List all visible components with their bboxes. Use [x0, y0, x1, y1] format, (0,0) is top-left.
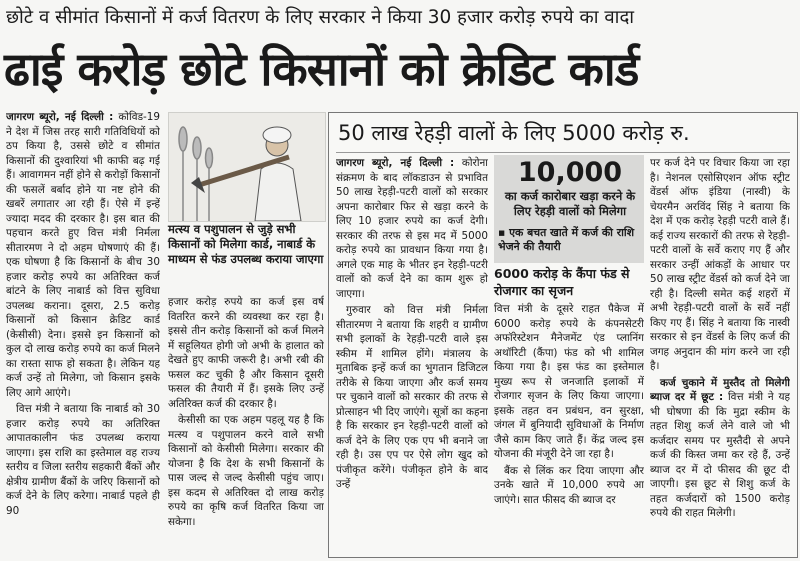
box-col3-lead: कर्ज चुकाने में मुस्तैद तो मिलेगी ब्याज दर में छूट : — [650, 376, 790, 403]
stat-note: ▪ एक बचत खाते में कर्ज की राशि भेजने की तैयारी — [498, 226, 635, 253]
box-column-3 — [650, 156, 790, 554]
box-column-1 — [336, 156, 488, 554]
box-col2-paragraph-2: बैंक से लिंक कर दिया जाएगा और उनके खाते में 10,000 रुपये आ जाएंगे। सात फीसद की ब्याज दर — [494, 464, 644, 506]
box-dateline: जागरण ब्यूरो, नई दिल्ली : — [336, 157, 455, 169]
left-paragraph-1: जागरण ब्यूरो, नई दिल्ली : कोविड-19 ने देश में जिस तरह सारी गतिविधियों को ठप किया है, उससे छोटे व सीमांत किसानों की दुश्वारियां भी काफी बढ़ गई हैं। आवागमन नहीं होने से करोड़ों किसानों की फसलें बर्बाद होने या नष्ट होने की खबरें लगातार आ रही हैं। ऐसे में इन्हें ज्यादा मदद की दरकार है। इस बात की पहचान करते हुए वित्त मंत्री निर्मला सीतारमण ने दो अहम घोषणाएं की हैं। एक घोषणा है कि किसानों के बीच 30 हजार करोड़ रुपये का अतिरिक्त कर्ज बांटने के लिए नाबार्ड को वित्त सुविधा उपलब्ध कराना। दूसरा, 2.5 करोड़ किसानों को किसान क्रेडिट कार्ड (केसीसी) देना। इससे इन किसानों को कुल दो लाख करोड़ रुपये का कर्ज मिलने का रास्ता साफ हो सकता है। लेकिन यह कर्ज उन्हें तो मिलेगा, जो किसान इसके लिए आगे आएंगे। — [6, 111, 160, 399]
box-col1-paragraph-1: जागरण ब्यूरो, नई दिल्ली : कोरोना संक्रमण के बाद लॉकडाउन से प्रभावित 50 लाख रेहड़ी-पटरी वालों को सरकार अपना कारोबार फिर से खड़ा करने के लिए 10 हजार रुपये का कर्ज देगी। सरकार की तरफ से इस मद में 5000 करोड़ रुपये का प्रावधान किया गया है। अगले एक माह के भीतर इन रेहड़ी-पटरी वालों को कर्ज देने का काम शुरू हो जाएगा। — [336, 157, 488, 300]
box-col3-paragraph-1: पर कर्ज देने पर विचार किया जा रहा है। नेशनल एसोसिएशन ऑफ स्ट्रीट वेंडर्स ऑफ इंडिया (नास्वी) के चेयरमैन अरविंद सिंह ने बताया कि देश में एक करोड़ रेहड़ी पटरी वाले हैं। कई राज्य सरकारों की तरफ से रेहड़ी-पटरी वालों के सर्वे कराए गए हैं और सरकार उन्हीं आंकड़ों के आधार पर 50 लाख स्ट्रीट वेंडर्स को कर्ज देने जा रही है। दिल्ली समेत कई शहरों में अभी रेहड़ी-पटरी वालों के सर्वे नहीं किए गए हैं। सिंह ने बताया कि नास्वी सरकार से इन वेंडर्स के लिए कर्ज की जगह अनुदान की मांग करने जा रही है। — [650, 157, 790, 372]
farmer-with-plough-illustration — [168, 112, 326, 222]
box-col2-paragraph-1: वित्त मंत्री के दूसरे राहत पैकेज में 6000 करोड़ रुपये के कंपनसेटरी अफॉरेस्टेशन मैनेजमेंट एंड प्लानिंग अथॉरिटी (कैंपा) फंड को भी शामिल किया गया है। इस फंड का इस्तेमाल मुख्य रूप से जनजाति इलाकों में रोजगार सृजन के लिए किया जाएगा। इसके तहत वन प्रबंधन, वन सुरक्षा, जंगल में बुनियादी सुविधाओं के निर्माण जैसे काम किए जाते हैं। केंद्र जल्द इस योजना की मंजूरी देने जा रहा है। — [494, 303, 644, 460]
box-headline: 50 लाख रेहड़ी वालों के लिए 5000 करोड़ रु. — [338, 121, 690, 145]
second-column — [168, 295, 324, 557]
campa-subhead: 6000 करोड़ के कैंपा फंड से रोजगार का सृजन — [494, 266, 630, 298]
box-column-2 — [494, 302, 644, 554]
illustration-caption: मत्स्य व पशुपालन से जुड़े सभी किसानों को मिलेगा कार्ड, नाबार्ड के माध्यम से फंड उपलब्ध कराया जाएगा — [168, 222, 324, 266]
kicker-headline: छोटे व सीमांत किसानों में कर्ज वितरण के लिए सरकार ने किया 30 हजार करोड़ रुपये का वादा — [6, 7, 635, 28]
box-divider — [336, 152, 790, 153]
box-col3-paragraph-2: कर्ज चुकाने में मुस्तैद तो मिलेगी ब्याज दर में छूट : वित्त मंत्री ने यह भी घोषणा की कि मुद्रा स्कीम के तहत शिशु कर्ज लेने वाले जो भी कर्जदार समय पर मुस्तैदी से अपने कर्ज की किस्त जमा कर रहे हैं, उन्हें ब्याज दर में दो फीसद की छूट दी जाएगी। इस छूट से शिशु कर्ज के तहत कर्जदारों को 1500 करोड़ रुपये की राहत मिलेगी। — [650, 376, 790, 519]
left-column — [6, 110, 160, 558]
second-paragraph-1: हजार करोड़ रुपये का कर्ज इस वर्ष वितरित करने की व्यवस्था कर रहा है। इससे तीन करोड़ किसानों को कर्ज मिलने में सहूलियत होगी जो अभी के हालात को देखते हुए काफी जरूरी है। अभी रबी की फसल कट चुकी है और किसान दूसरी फसल की तैयारी में हैं। इसके लिए उन्हें अतिरिक्त कर्ज की दरकार है। — [168, 296, 324, 410]
left-paragraph-2: वित्त मंत्री ने बताया कि नाबार्ड को 30 हजार करोड़ रुपये का अतिरिक्त आपातकालीन फंड उपलब्ध कराया जाएगा। इस राशि का इस्तेमाल वह राज्य स्तरीय व जिला स्तरीय सहकारी बैंकों और क्षेत्रीय ग्रामीण बैंकों के जरिए किसानों को कर्ज देने के लिए करेगा। नाबार्ड पहले ही 90 — [6, 403, 160, 517]
left-dateline: जागरण ब्यूरो, नई दिल्ली : — [6, 111, 114, 123]
second-paragraph-2: केसीसी का एक अहम पहलू यह है कि मत्स्य व पशुपालन करने वाले सभी किसानों को केसीसी मिलेगा। सरकार की योजना है कि देश के सभी किसानों के पास जल्द से जल्द केसीसी पहुंच जाए। इस कदम से अतिरिक्त दो लाख करोड़ रुपये का कृषि कर्ज वितरित किया जा सकेगा। — [168, 414, 324, 528]
box-col1-paragraph-2: गुरुवार को वित्त मंत्री निर्मला सीतारमण ने बताया कि शहरी व ग्रामीण सभी इलाकों के रेहड़ी-पटरी वाले इस स्कीम में शामिल होंगे। मंत्रालय के मुताबिक इन्हें कर्ज का भुगतान डिजिटल तरीके से किया जाएगा और कर्ज समय पर चुकाने वालों को सरकार की तरफ से प्रोत्साहन भी दिए जाएंगे। सूत्रों का कहना है कि सरकार इन रेहड़ी-पटरी वालों को कर्ज देने के लिए एक एप भी बनाने जा रही है। उस एप पर ऐसे लोग खुद को पंजीकृत करेंगे। पंजीकृत होने के बाद उन्हें — [336, 304, 488, 490]
stat-number: 10,000 — [517, 157, 623, 188]
main-headline: ढाई करोड़ छोटे किसानों को क्रेडिट कार्ड — [4, 42, 639, 96]
stat-text: का कर्ज कारोबार खड़ा करने के लिए रेहड़ी वालों को मिलेगा — [504, 189, 636, 218]
